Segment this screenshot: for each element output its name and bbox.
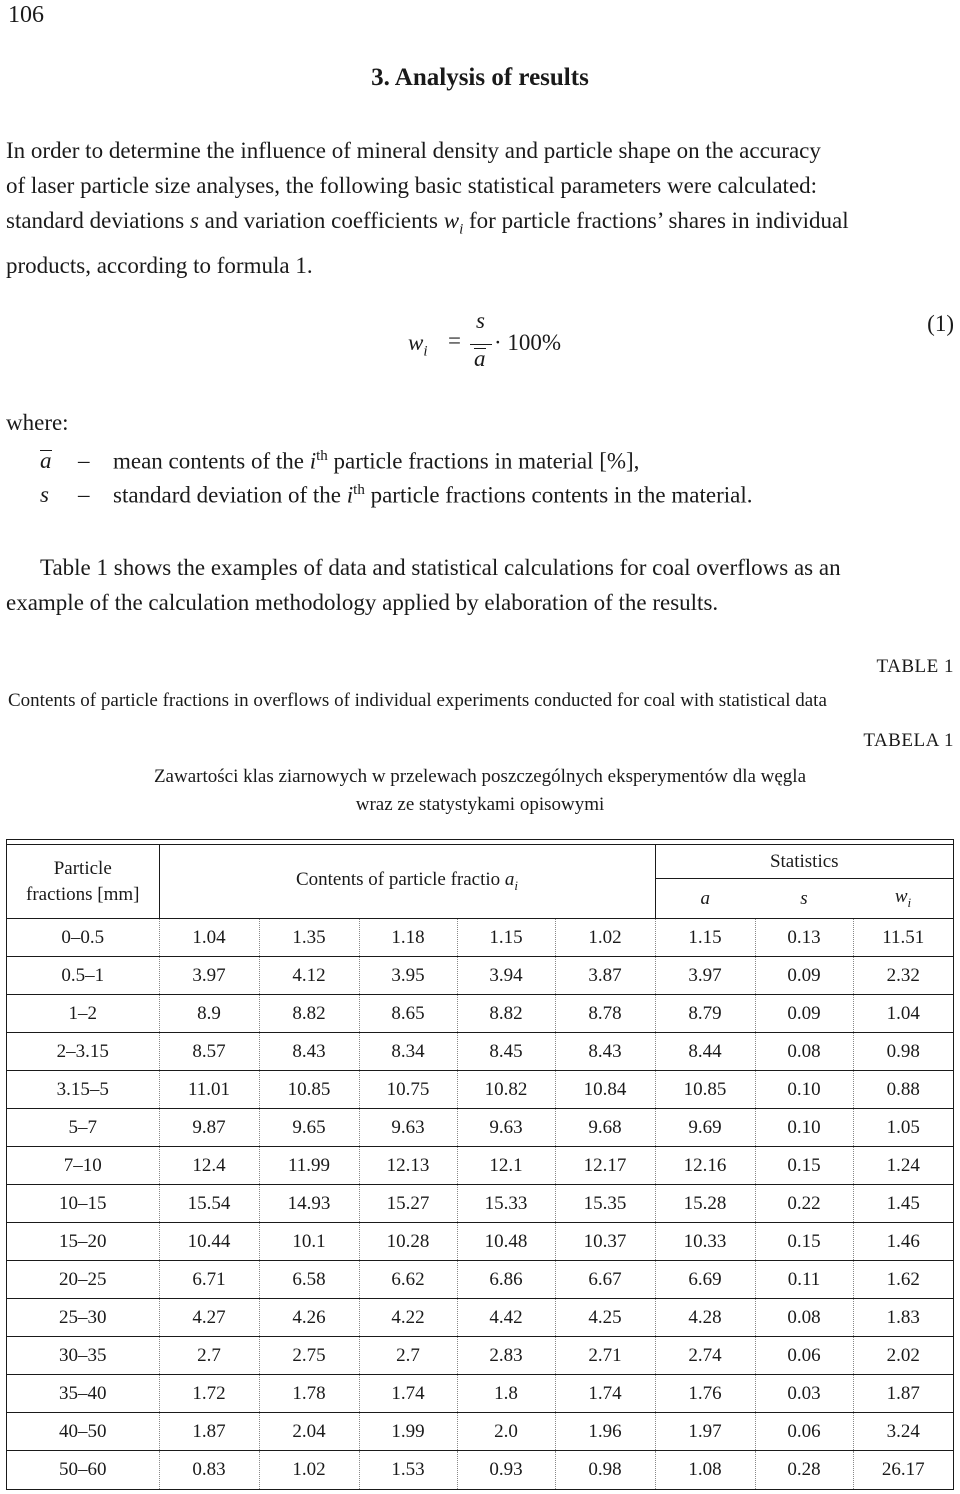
value-cell: 0.98 bbox=[853, 1033, 953, 1071]
value-cell: 14.93 bbox=[259, 1185, 359, 1223]
symbol-w-subscript: i bbox=[459, 221, 464, 238]
value-cell: 9.87 bbox=[159, 1109, 259, 1147]
table-caption-pl-line-2: wraz ze statystykami opisowymi bbox=[355, 794, 605, 815]
table-row bbox=[7, 995, 953, 1033]
intro-line-3a: standard deviations bbox=[6, 208, 190, 233]
value-cell: 4.28 bbox=[655, 1299, 755, 1337]
table-caption-en: Contents of particle fractions in overflows of individual experiments conducted for coal with statistical data bbox=[8, 690, 827, 711]
value-cell: 1.8 bbox=[457, 1375, 555, 1413]
value-cell: 10.85 bbox=[655, 1071, 755, 1109]
particle-fraction-cell: 35–40 bbox=[7, 1375, 159, 1413]
value-cell: 1.46 bbox=[853, 1223, 953, 1261]
value-cell: 9.69 bbox=[655, 1109, 755, 1147]
formula-denominator bbox=[474, 346, 486, 372]
value-cell: 2.04 bbox=[259, 1413, 359, 1451]
value-cell: 10.44 bbox=[159, 1223, 259, 1261]
where-label: where: bbox=[6, 410, 69, 435]
value-cell: 3.94 bbox=[457, 957, 555, 995]
table-body bbox=[7, 919, 953, 1489]
value-cell: 3.87 bbox=[555, 957, 655, 995]
formula-lhs bbox=[408, 330, 428, 361]
value-cell: 0.06 bbox=[755, 1413, 853, 1451]
particle-fraction-cell: 50–60 bbox=[7, 1451, 159, 1489]
value-cell: 1.87 bbox=[853, 1375, 953, 1413]
value-cell: 15.35 bbox=[555, 1185, 655, 1223]
value-cell: 8.34 bbox=[359, 1033, 457, 1071]
value-cell: 0.15 bbox=[755, 1147, 853, 1185]
value-cell: 1.08 bbox=[655, 1451, 755, 1489]
particle-fraction-cell: 10–15 bbox=[7, 1185, 159, 1223]
value-cell: 4.25 bbox=[555, 1299, 655, 1337]
definition-symbol: s bbox=[40, 482, 49, 507]
header-particle-fractions bbox=[7, 845, 159, 919]
value-cell: 9.68 bbox=[555, 1109, 655, 1147]
value-cell: 0.09 bbox=[755, 957, 853, 995]
value-cell: 10.28 bbox=[359, 1223, 457, 1261]
value-cell: 2.83 bbox=[457, 1337, 555, 1375]
header-statistics: Statistics bbox=[655, 845, 953, 879]
value-cell: 10.75 bbox=[359, 1071, 457, 1109]
value-cell: 8.9 bbox=[159, 995, 259, 1033]
definition-text bbox=[113, 448, 639, 475]
table-row bbox=[7, 919, 953, 957]
value-cell: 0.13 bbox=[755, 919, 853, 957]
particle-fraction-cell: 0.5–1 bbox=[7, 957, 159, 995]
value-cell: 0.98 bbox=[555, 1451, 655, 1489]
value-cell: 11.01 bbox=[159, 1071, 259, 1109]
value-cell: 0.06 bbox=[755, 1337, 853, 1375]
intro-line-4: products, according to formula 1. bbox=[6, 252, 313, 278]
value-cell: 2.7 bbox=[159, 1337, 259, 1375]
value-cell: 2.0 bbox=[457, 1413, 555, 1451]
value-cell: 1.72 bbox=[159, 1375, 259, 1413]
value-cell: 1.15 bbox=[457, 919, 555, 957]
value-cell: 1.83 bbox=[853, 1299, 953, 1337]
value-cell: 4.26 bbox=[259, 1299, 359, 1337]
value-cell: 9.63 bbox=[359, 1109, 457, 1147]
intro-line-1-text: In order to determine the influence of mineral density and particle shape on the accuracy bbox=[6, 138, 821, 163]
value-cell: 4.22 bbox=[359, 1299, 457, 1337]
value-cell: 1.96 bbox=[555, 1413, 655, 1451]
definition-symbol bbox=[40, 448, 52, 474]
value-cell: 0.10 bbox=[755, 1109, 853, 1147]
value-cell: 12.4 bbox=[159, 1147, 259, 1185]
table-row bbox=[7, 1261, 953, 1299]
table-row bbox=[7, 1071, 953, 1109]
intro-line-3b: and variation coefficients bbox=[198, 208, 444, 233]
value-cell: 9.63 bbox=[457, 1109, 555, 1147]
header-contents bbox=[159, 845, 655, 919]
particle-fraction-cell: 2–3.15 bbox=[7, 1033, 159, 1071]
symbol-w: w bbox=[443, 208, 460, 233]
value-cell: 10.37 bbox=[555, 1223, 655, 1261]
value-cell: 2.32 bbox=[853, 957, 953, 995]
definition-text-a: standard deviation of the bbox=[113, 482, 347, 508]
table-row bbox=[7, 1185, 953, 1223]
value-cell: 9.65 bbox=[259, 1109, 359, 1147]
value-cell: 2.02 bbox=[853, 1337, 953, 1375]
page-number: 106 bbox=[8, 2, 44, 28]
value-cell: 0.08 bbox=[755, 1299, 853, 1337]
formula-fraction-bar bbox=[470, 344, 492, 345]
value-cell: 2.71 bbox=[555, 1337, 655, 1375]
value-cell: 1.99 bbox=[359, 1413, 457, 1451]
intro-paragraph bbox=[6, 133, 956, 283]
intro-line-1 bbox=[6, 133, 956, 168]
data-table bbox=[7, 844, 953, 1489]
value-cell: 1.15 bbox=[655, 919, 755, 957]
definition-text-b: particle fractions in material [%], bbox=[327, 448, 640, 474]
value-cell: 0.88 bbox=[853, 1071, 953, 1109]
value-cell: 0.28 bbox=[755, 1451, 853, 1489]
value-cell: 0.93 bbox=[457, 1451, 555, 1489]
table-intro-line-1: Table 1 shows the examples of data and statistical calculations for coal overflows as an bbox=[40, 555, 841, 580]
header-contents-sub: i bbox=[514, 877, 519, 893]
header-contents-a: a bbox=[504, 869, 515, 891]
table-row bbox=[7, 1223, 953, 1261]
definition-i: i bbox=[309, 448, 317, 474]
value-cell: 10.48 bbox=[457, 1223, 555, 1261]
value-cell: 10.1 bbox=[259, 1223, 359, 1261]
value-cell: 0.15 bbox=[755, 1223, 853, 1261]
value-cell: 8.65 bbox=[359, 995, 457, 1033]
header-variation-w bbox=[853, 879, 953, 919]
value-cell: 15.33 bbox=[457, 1185, 555, 1223]
value-cell: 0.10 bbox=[755, 1071, 853, 1109]
value-cell: 0.83 bbox=[159, 1451, 259, 1489]
intro-line-2: of laser particle size analyses, the following basic statistical parameters were calculated: bbox=[6, 173, 818, 198]
value-cell: 6.86 bbox=[457, 1261, 555, 1299]
value-cell: 11.51 bbox=[853, 919, 953, 957]
value-cell: 1.24 bbox=[853, 1147, 953, 1185]
table-row bbox=[7, 1337, 953, 1375]
table-header-row-1 bbox=[7, 845, 953, 879]
particle-fraction-cell: 1–2 bbox=[7, 995, 159, 1033]
formula-lhs-w: w bbox=[408, 330, 424, 355]
header-w-sub: i bbox=[907, 894, 912, 910]
value-cell: 1.97 bbox=[655, 1413, 755, 1451]
table-row bbox=[7, 1413, 953, 1451]
value-cell: 8.79 bbox=[655, 995, 755, 1033]
formula-number: (1) bbox=[927, 311, 954, 336]
particle-fraction-cell: 25–30 bbox=[7, 1299, 159, 1337]
value-cell: 6.71 bbox=[159, 1261, 259, 1299]
value-cell: 0.11 bbox=[755, 1261, 853, 1299]
definition-text-a: mean contents of the bbox=[113, 448, 310, 474]
value-cell: 4.12 bbox=[259, 957, 359, 995]
value-cell: 1.74 bbox=[555, 1375, 655, 1413]
table-row bbox=[7, 1299, 953, 1337]
definition-symbol-text: a bbox=[40, 448, 52, 473]
intro-line-3 bbox=[6, 203, 956, 248]
value-cell: 1.45 bbox=[853, 1185, 953, 1223]
header-contents-text: Contents of particle fractio bbox=[295, 869, 505, 891]
value-cell: 8.78 bbox=[555, 995, 655, 1033]
value-cell: 12.1 bbox=[457, 1147, 555, 1185]
definition-dash: – bbox=[78, 482, 90, 507]
value-cell: 1.62 bbox=[853, 1261, 953, 1299]
value-cell: 8.43 bbox=[259, 1033, 359, 1071]
table-caption-pl bbox=[0, 763, 960, 819]
definition-text bbox=[113, 482, 752, 509]
value-cell: 2.7 bbox=[359, 1337, 457, 1375]
value-cell: 4.42 bbox=[457, 1299, 555, 1337]
table-intro-paragraph bbox=[6, 550, 956, 620]
value-cell: 3.97 bbox=[159, 957, 259, 995]
value-cell: 15.54 bbox=[159, 1185, 259, 1223]
definition-dash: – bbox=[78, 448, 90, 473]
value-cell: 1.02 bbox=[555, 919, 655, 957]
value-cell: 8.43 bbox=[555, 1033, 655, 1071]
value-cell: 0.22 bbox=[755, 1185, 853, 1223]
value-cell: 12.13 bbox=[359, 1147, 457, 1185]
definition-a bbox=[0, 448, 960, 478]
value-cell: 1.76 bbox=[655, 1375, 755, 1413]
value-cell: 3.24 bbox=[853, 1413, 953, 1451]
table-row bbox=[7, 957, 953, 995]
value-cell: 1.04 bbox=[853, 995, 953, 1033]
value-cell: 10.85 bbox=[259, 1071, 359, 1109]
formula-factor: · 100% bbox=[494, 330, 562, 355]
value-cell: 12.17 bbox=[555, 1147, 655, 1185]
definition-sup: th bbox=[353, 482, 365, 498]
value-cell: 2.75 bbox=[259, 1337, 359, 1375]
definition-s bbox=[0, 482, 960, 512]
section-title: 3. Analysis of results bbox=[371, 64, 589, 91]
value-cell: 3.97 bbox=[655, 957, 755, 995]
overline bbox=[40, 450, 52, 451]
value-cell: 1.18 bbox=[359, 919, 457, 957]
value-cell: 6.67 bbox=[555, 1261, 655, 1299]
table-caption-pl-line-1: Zawartości klas ziarnowych w przelewach poszczególnych eksperymentów dla węgla bbox=[153, 766, 807, 787]
header-particle-line-1: Particle bbox=[53, 857, 112, 879]
value-cell: 0.08 bbox=[755, 1033, 853, 1071]
header-w-text: w bbox=[894, 886, 908, 908]
particle-fraction-cell: 30–35 bbox=[7, 1337, 159, 1375]
table-row bbox=[7, 1451, 953, 1489]
value-cell: 8.45 bbox=[457, 1033, 555, 1071]
value-cell: 1.35 bbox=[259, 919, 359, 957]
header-mean-a: a bbox=[655, 879, 755, 919]
value-cell: 12.16 bbox=[655, 1147, 755, 1185]
value-cell: 1.04 bbox=[159, 919, 259, 957]
value-cell: 4.27 bbox=[159, 1299, 259, 1337]
value-cell: 10.84 bbox=[555, 1071, 655, 1109]
particle-fraction-cell: 15–20 bbox=[7, 1223, 159, 1261]
value-cell: 1.87 bbox=[159, 1413, 259, 1451]
value-cell: 10.33 bbox=[655, 1223, 755, 1261]
value-cell: 3.95 bbox=[359, 957, 457, 995]
table-row bbox=[7, 1375, 953, 1413]
value-cell: 1.02 bbox=[259, 1451, 359, 1489]
value-cell: 0.03 bbox=[755, 1375, 853, 1413]
overline bbox=[474, 348, 486, 349]
formula-1 bbox=[408, 308, 588, 378]
value-cell: 8.57 bbox=[159, 1033, 259, 1071]
value-cell: 15.27 bbox=[359, 1185, 457, 1223]
particle-fraction-cell: 3.15–5 bbox=[7, 1071, 159, 1109]
value-cell: 15.28 bbox=[655, 1185, 755, 1223]
value-cell: 6.69 bbox=[655, 1261, 755, 1299]
table-intro-line-2: example of the calculation methodology applied by elaboration of the results. bbox=[6, 590, 719, 615]
table-row bbox=[7, 1147, 953, 1185]
definition-text-b: particle fractions contents in the material. bbox=[364, 482, 753, 508]
formula-lhs-sub: i bbox=[423, 343, 428, 360]
particle-fraction-cell: 0–0.5 bbox=[7, 919, 159, 957]
data-table-frame bbox=[6, 839, 954, 1490]
formula-numerator: s bbox=[476, 308, 485, 333]
value-cell: 1.78 bbox=[259, 1375, 359, 1413]
particle-fraction-cell: 40–50 bbox=[7, 1413, 159, 1451]
value-cell: 8.44 bbox=[655, 1033, 755, 1071]
value-cell: 10.82 bbox=[457, 1071, 555, 1109]
value-cell: 11.99 bbox=[259, 1147, 359, 1185]
particle-fraction-cell: 7–10 bbox=[7, 1147, 159, 1185]
table-row bbox=[7, 1033, 953, 1071]
value-cell: 6.62 bbox=[359, 1261, 457, 1299]
value-cell: 8.82 bbox=[457, 995, 555, 1033]
value-cell: 0.09 bbox=[755, 995, 853, 1033]
table-label-en: TABLE 1 bbox=[876, 656, 954, 677]
header-particle-line-2: fractions [mm] bbox=[26, 883, 140, 905]
particle-fraction-cell: 5–7 bbox=[7, 1109, 159, 1147]
definition-i: i bbox=[346, 482, 354, 508]
value-cell: 1.74 bbox=[359, 1375, 457, 1413]
formula-denominator-text: a bbox=[474, 346, 486, 371]
symbol-s: s bbox=[189, 208, 199, 233]
value-cell: 2.74 bbox=[655, 1337, 755, 1375]
intro-line-3c: for particle fractions’ shares in individual bbox=[463, 208, 849, 233]
header-std-s: s bbox=[755, 879, 853, 919]
value-cell: 6.58 bbox=[259, 1261, 359, 1299]
value-cell: 8.82 bbox=[259, 995, 359, 1033]
formula-equals: = bbox=[448, 328, 461, 353]
value-cell: 1.05 bbox=[853, 1109, 953, 1147]
value-cell: 26.17 bbox=[853, 1451, 953, 1489]
table-row bbox=[7, 1109, 953, 1147]
value-cell: 1.53 bbox=[359, 1451, 457, 1489]
particle-fraction-cell: 20–25 bbox=[7, 1261, 159, 1299]
definition-sup: th bbox=[316, 448, 328, 464]
table-label-pl: TABELA 1 bbox=[863, 730, 954, 751]
